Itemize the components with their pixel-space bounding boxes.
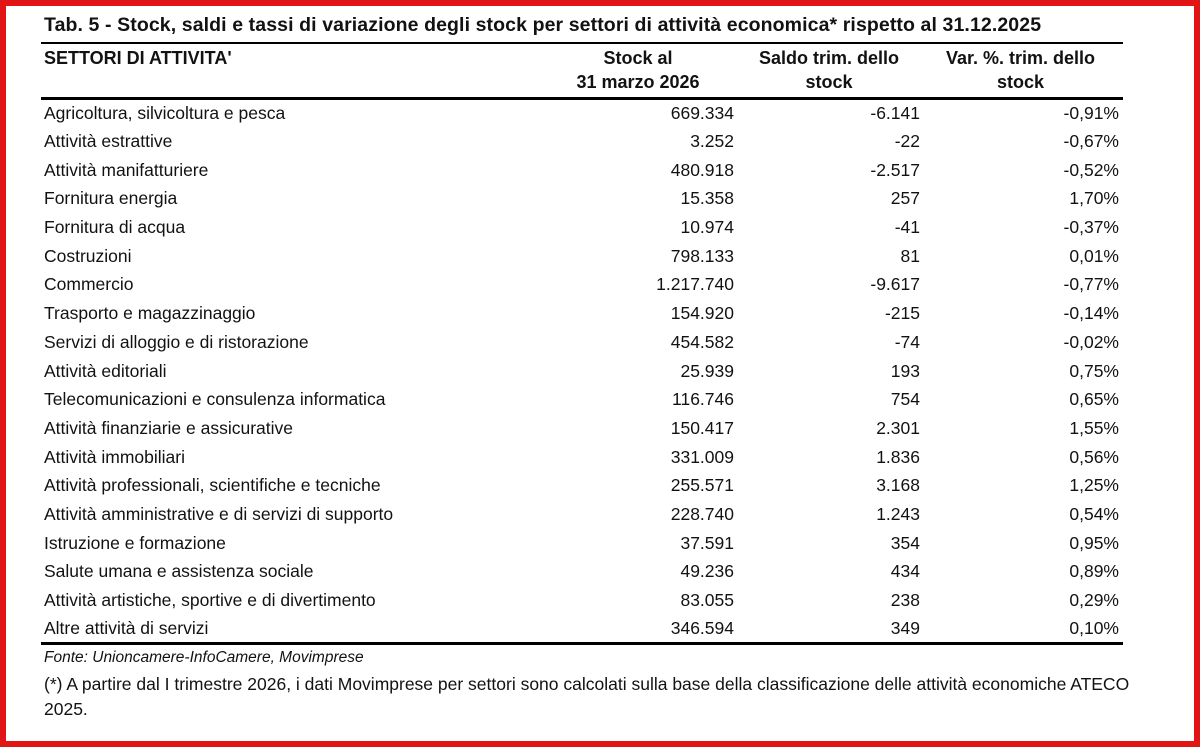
- cell-var: 0,56%: [1069, 446, 1119, 467]
- col-header-settori: SETTORI DI ATTIVITA': [44, 48, 232, 68]
- cell-sector: Attività amministrative e di servizi di supporto: [44, 503, 394, 524]
- table-title: Tab. 5 - Stock, saldi e tassi di variazione degli stock per settori di attività economica* rispetto al 31.12.2025: [44, 14, 1042, 36]
- table-row: [41, 185, 1123, 214]
- cell-var: 1,70%: [1069, 188, 1119, 209]
- cell-saldo: 257: [890, 188, 920, 209]
- sectors-table: [41, 42, 1123, 645]
- header-row: [41, 43, 1123, 99]
- cell-stock: 454.582: [670, 331, 734, 352]
- cell-stock: 798.133: [670, 245, 734, 266]
- cell-saldo: 3.168: [876, 475, 920, 496]
- table-row: [41, 586, 1123, 615]
- cell-var: -0,37%: [1063, 217, 1119, 238]
- cell-sector: Attività estrattive: [44, 131, 173, 152]
- cell-sector: Commercio: [44, 274, 134, 295]
- col-header-saldo-line1: Saldo trim. dello: [758, 48, 900, 68]
- table-row: [41, 99, 1123, 128]
- table-row: [41, 213, 1123, 242]
- cell-saldo: -22: [894, 131, 920, 152]
- cell-saldo: 193: [890, 360, 920, 381]
- cell-var: 0,89%: [1069, 561, 1119, 582]
- cell-stock: 1.217.740: [656, 274, 734, 295]
- cell-stock: 3.252: [690, 131, 734, 152]
- cell-stock: 83.055: [680, 590, 734, 611]
- cell-sector: Attività editoriali: [44, 360, 167, 381]
- table-row: [41, 127, 1123, 156]
- table-row: [41, 443, 1123, 472]
- cell-sector: Altre attività di servizi: [44, 617, 209, 638]
- cell-var: 0,75%: [1069, 360, 1119, 381]
- cell-sector: Attività artistiche, sportive e di divertimento: [44, 590, 376, 611]
- cell-sector: Fornitura di acqua: [44, 217, 186, 238]
- cell-sector: Agricoltura, silvicoltura e pesca: [44, 103, 286, 124]
- footnote: (*) A partire dal I trimestre 2026, i dati Movimprese per settori sono calcolati sulla base della classificazione delle attività economiche ATECO 2025.: [44, 674, 1130, 720]
- col-header-saldo-line2: stock: [805, 72, 853, 92]
- cell-sector: Salute umana e assistenza sociale: [44, 561, 314, 582]
- col-header-stock-line1: Stock al: [603, 48, 673, 68]
- table-row: [41, 385, 1123, 414]
- cell-stock: 255.571: [670, 475, 734, 496]
- cell-sector: Servizi di alloggio e di ristorazione: [44, 331, 309, 352]
- cell-var: -0,91%: [1063, 103, 1119, 124]
- cell-stock: 346.594: [670, 617, 734, 638]
- cell-saldo: -6.141: [870, 103, 920, 124]
- cell-stock: 331.009: [670, 446, 734, 467]
- cell-saldo: -74: [894, 331, 920, 352]
- table-row: [41, 271, 1123, 300]
- col-header-var: [922, 43, 1123, 99]
- cell-saldo: -215: [884, 303, 920, 324]
- cell-stock: 15.358: [680, 188, 734, 209]
- cell-stock: 480.918: [670, 159, 734, 180]
- cell-stock: 154.920: [670, 303, 734, 324]
- cell-sector: Istruzione e formazione: [44, 532, 226, 553]
- cell-saldo: 354: [890, 532, 920, 553]
- table-row: [41, 242, 1123, 271]
- table-row: [41, 328, 1123, 357]
- table-header: [41, 43, 1123, 99]
- cell-stock: 37.591: [680, 532, 734, 553]
- cell-saldo: 754: [890, 389, 920, 410]
- cell-saldo: -9.617: [870, 274, 920, 295]
- table-row: [41, 357, 1123, 386]
- cell-saldo: 2.301: [876, 417, 920, 438]
- cell-var: 0,29%: [1069, 590, 1119, 611]
- cell-var: 0,95%: [1069, 532, 1119, 553]
- table-body: [41, 99, 1123, 644]
- cell-var: 0,54%: [1069, 503, 1119, 524]
- table-row: [41, 615, 1123, 644]
- cell-sector: Trasporto e magazzinaggio: [44, 303, 256, 324]
- report-page: [6, 6, 1194, 722]
- cell-saldo: 1.836: [876, 446, 920, 467]
- table-row: [41, 471, 1123, 500]
- cell-var: 0,01%: [1069, 245, 1119, 266]
- table-row: [41, 156, 1123, 185]
- cell-var: 1,55%: [1069, 417, 1119, 438]
- cell-stock: 49.236: [680, 561, 734, 582]
- cell-sector: Telecomunicazioni e consulenza informatica: [44, 389, 386, 410]
- table-row: [41, 299, 1123, 328]
- cell-var: -0,67%: [1063, 131, 1119, 152]
- cell-stock: 669.334: [670, 103, 734, 124]
- cell-var: 0,10%: [1069, 617, 1119, 638]
- col-header-stock: [540, 43, 736, 99]
- table-row: [41, 558, 1123, 587]
- table-row: [41, 500, 1123, 529]
- cell-stock: 10.974: [680, 217, 734, 238]
- cell-saldo: 238: [890, 590, 920, 611]
- cell-var: -0,14%: [1063, 303, 1119, 324]
- cell-stock: 150.417: [670, 417, 734, 438]
- cell-saldo: 1.243: [876, 503, 920, 524]
- cell-var: -0,02%: [1063, 331, 1119, 352]
- table-row: [41, 414, 1123, 443]
- cell-saldo: 434: [890, 561, 920, 582]
- cell-var: -0,52%: [1063, 159, 1119, 180]
- source-note: Fonte: Unioncamere-InfoCamere, Movimprese: [44, 649, 364, 667]
- cell-saldo: -41: [894, 217, 920, 238]
- cell-sector: Fornitura energia: [44, 188, 178, 209]
- cell-stock: 25.939: [680, 360, 734, 381]
- cell-stock: 116.746: [672, 389, 734, 410]
- cell-var: -0,77%: [1063, 274, 1119, 295]
- col-header-stock-line2: 31 marzo 2026: [576, 72, 700, 92]
- col-header-var-line1: Var. %. trim. dello: [945, 48, 1096, 68]
- cell-sector: Attività manifatturiere: [44, 159, 209, 180]
- cell-saldo: 81: [900, 245, 920, 266]
- cell-stock: 228.740: [670, 503, 734, 524]
- col-header-var-line2: stock: [996, 72, 1045, 92]
- cell-sector: Attività finanziarie e assicurative: [44, 417, 293, 438]
- cell-sector: Attività immobiliari: [44, 446, 185, 467]
- cell-sector: Attività professionali, scientifiche e tecniche: [44, 475, 381, 496]
- cell-saldo: 349: [890, 617, 920, 638]
- col-header-saldo: [736, 43, 922, 99]
- cell-var: 0,65%: [1069, 389, 1119, 410]
- cell-saldo: -2.517: [870, 159, 920, 180]
- cell-var: 1,25%: [1069, 475, 1119, 496]
- cell-sector: Costruzioni: [44, 245, 132, 266]
- table-row: [41, 529, 1123, 558]
